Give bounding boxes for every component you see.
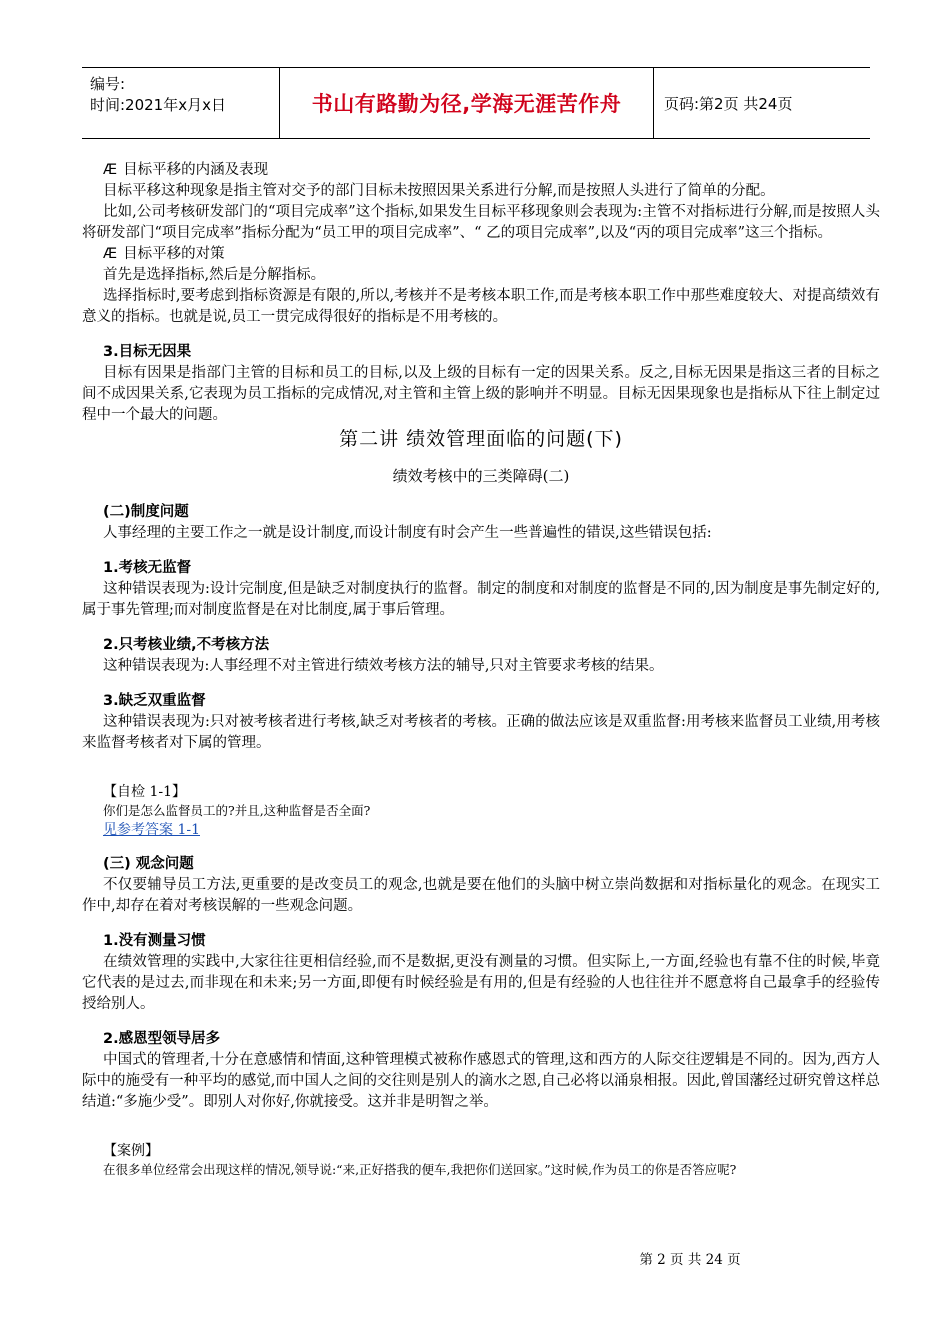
bullet-item: [82, 160, 880, 181]
paragraph: 比如,公司考核研发部门的“项目完成率”这个指标,如果发生目标平移现象则会表现为:主管不对指标进行分解,而是按照人头将研发部门“项目完成率”指标分配为“员工甲的项目完成率”、“ 乙的项目完成率”,以及“丙的项目完成率”这三个指标。: [82, 204, 880, 241]
paragraph: 人事经理的主要工作之一就是设计制度,而设计制度有时会产生一些普遍性的错误,这些错误包括:: [103, 525, 712, 541]
case-text: 在很多单位经常会出现这样的情况,领导说:“来,正好搭我的便车,我把你们送回家。”这时候,作为员工的你是否答应呢?: [103, 1162, 737, 1177]
page-footer: 第 2 页 共 24 页: [639, 1252, 741, 1268]
paragraph: 中国式的管理者,十分在意感情和情面,这种管理模式被称作感恩式的管理,这和西方的人际交往逻辑是不同的。因为,西方人际中的施受有一种平均的感觉,而中国人之间的交往则是别人的滴水之恩,自己必将以涌泉相报。因此,曾国藩经过研究曾这样总结道:“多施少受”。即别人对你好,你就接受。这并非是明智之举。: [82, 1052, 880, 1110]
bullet-text: 目标平移的内涵及表现: [123, 162, 269, 178]
page-header: [82, 67, 870, 139]
paragraph: 目标有因果是指部门主管的目标和员工的目标,以及上级的目标有一定的因果关系。反之,目标无因果是指这三者的目标之间不成因果关系,它表现为员工指标的完成情况,对主管和主管上级的影响并不明显。目标无因果现象也是指标从下往上制定过程中一个最大的问题。: [82, 365, 880, 423]
bullet-text: 目标平移的对策: [123, 246, 225, 262]
paragraph: 首先是选择指标,然后是分解指标。: [103, 267, 326, 283]
paragraph: 在绩效管理的实践中,大家往往更相信经验,而不是数据,更没有测量的习惯。但实际上,一方面,经验也有靠不住的时候,毕竟它代表的是过去,而非现在和未来;另一方面,即便有时候经验是有用的,但是有经验的人也往往并不愿意将自己最拿手的经验传授给别人。: [82, 954, 880, 1012]
paragraph: 这种错误表现为:只对被考核者进行考核,缺乏对考核者的考核。正确的做法应该是双重监督:用考核来监督员工业绩,用考核来监督考核者对下属的管理。: [82, 714, 880, 751]
section-heading: 3.缺乏双重监督: [103, 693, 206, 709]
section-heading: 3.目标无因果: [103, 344, 192, 360]
self-check-label: 【自检 1-1】: [103, 784, 186, 800]
section-heading: 1.考核无监督: [103, 560, 192, 576]
header-meta: [82, 68, 280, 138]
header-code: 编号:: [90, 75, 126, 93]
section-heading: 1.没有测量习惯: [103, 933, 206, 949]
document-body: [82, 160, 880, 1179]
section-heading: (三) 观念问题: [103, 856, 194, 872]
bullet-item: [82, 244, 880, 265]
bullet-marker: Æ: [103, 162, 118, 178]
header-motto: 书山有路勤为径,学海无涯苦作舟: [311, 92, 622, 116]
case-label: 【案例】: [103, 1143, 159, 1159]
paragraph: 不仅要辅导员工方法,更重要的是改变员工的观念,也就是要在他们的头脑中树立崇尚数据和对指标量化的观念。在现实工作中,却存在着对考核误解的一些观念问题。: [82, 877, 880, 914]
paragraph: 目标平移这种现象是指主管对交予的部门目标未按照因果关系进行分解,而是按照人头进行了简单的分配。: [103, 183, 775, 199]
bullet-marker: Æ: [103, 246, 118, 262]
header-time: 时间:2021年x月x日: [90, 96, 226, 114]
paragraph: 这种错误表现为:设计完制度,但是缺乏对制度执行的监督。制定的制度和对制度的监督是不同的,因为制度是事先制定好的,属于事先管理;而对制度监督是在对比制度,属于事后管理。: [82, 581, 880, 618]
section-heading: 2.只考核业绩,不考核方法: [103, 637, 270, 653]
section-heading: (二)制度问题: [103, 504, 189, 520]
paragraph: 这种错误表现为:人事经理不对主管进行绩效考核方法的辅导,只对主管要求考核的结果。: [103, 658, 664, 674]
header-motto-cell: [280, 68, 654, 138]
answer-link[interactable]: 见参考答案 1-1: [103, 822, 200, 838]
header-page-number: 页码:第2页 共24页: [664, 94, 793, 113]
sub-title: 绩效考核中的三类障碍(二): [392, 467, 570, 485]
self-check-question: 你们是怎么监督员工的?并且,这种监督是否全面?: [103, 803, 371, 818]
section-heading: 2.感恩型领导居多: [103, 1031, 221, 1047]
paragraph: 选择指标时,要考虑到指标资源是有限的,所以,考核并不是考核本职工作,而是考核本职工作中那些难度较大、对提高绩效有意义的指标。也就是说,员工一贯完成得很好的指标是不用考核的。: [82, 288, 880, 325]
lecture-title: 第二讲 绩效管理面临的问题(下): [339, 428, 623, 450]
